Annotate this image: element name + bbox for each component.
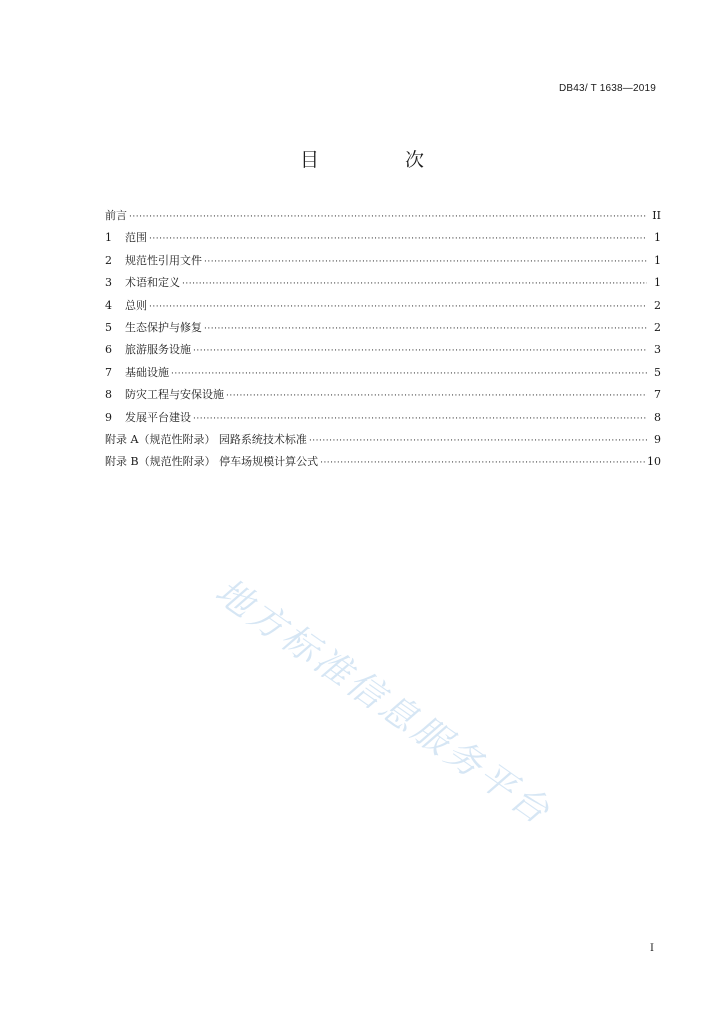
toc-entry-number: 8 xyxy=(105,388,112,402)
toc-leader-dots xyxy=(204,251,647,273)
toc-entry-title: 前言 xyxy=(105,209,127,222)
toc-leader-dots xyxy=(320,452,645,474)
toc-entry-appendix-b[interactable] xyxy=(105,451,661,473)
toc-entry-title: 附录 A（规范性附录） 园路系统技术标准 xyxy=(105,432,307,446)
toc-leader-dots xyxy=(182,273,647,295)
toc-entry-number: 9 xyxy=(105,410,112,424)
toc-entry-scope[interactable] xyxy=(105,227,661,249)
toc-entry-normative-references[interactable] xyxy=(105,250,661,272)
toc-entry-infrastructure[interactable] xyxy=(105,362,661,384)
toc-entry-title: 总则 xyxy=(125,298,147,312)
toc-entry-number: 2 xyxy=(105,253,112,267)
toc-leader-dots xyxy=(149,296,647,318)
toc-entry-title: 术语和定义 xyxy=(125,276,180,290)
toc-entry-title: 旅游服务设施 xyxy=(125,343,191,357)
toc-entry-page: 2 xyxy=(654,298,661,312)
toc-entry-page: 9 xyxy=(654,432,661,446)
toc-entry-title: 发展平台建设 xyxy=(125,410,191,424)
table-of-contents xyxy=(105,205,661,474)
toc-leader-dots xyxy=(193,408,647,430)
toc-entry-page: 1 xyxy=(654,276,661,290)
toc-entry-general[interactable] xyxy=(105,295,661,317)
toc-entry-title: 附录 B（规范性附录） 停车场规模计算公式 xyxy=(105,455,319,469)
toc-leader-dots xyxy=(129,206,647,228)
toc-entry-number: 7 xyxy=(105,365,112,379)
page-number: I xyxy=(650,943,654,954)
toc-entry-disaster-prevention[interactable] xyxy=(105,384,661,406)
toc-entry-tourism-facilities[interactable] xyxy=(105,339,661,361)
toc-entry-page: 1 xyxy=(654,231,661,245)
toc-entry-terms-definitions[interactable] xyxy=(105,272,661,294)
toc-entry-page: 3 xyxy=(654,343,661,357)
toc-leader-dots xyxy=(171,363,647,385)
toc-entry-number: 6 xyxy=(105,343,112,357)
toc-entry-appendix-a[interactable] xyxy=(105,429,661,451)
document-code: DB43/ T 1638—2019 xyxy=(559,83,656,94)
toc-entry-page: 1 xyxy=(654,253,661,267)
toc-entry-page: II xyxy=(652,209,661,222)
toc-entry-title: 生态保护与修复 xyxy=(125,320,202,334)
toc-entry-number: 3 xyxy=(105,276,112,290)
toc-entry-number: 4 xyxy=(105,298,112,312)
toc-leader-dots xyxy=(204,318,647,340)
toc-leader-dots xyxy=(193,340,647,362)
toc-entry-page: 8 xyxy=(654,410,661,424)
toc-leader-dots xyxy=(226,385,647,407)
toc-entry-title: 基础设施 xyxy=(125,365,169,379)
toc-entry-number: 1 xyxy=(105,231,112,245)
toc-entry-title: 范围 xyxy=(125,231,147,245)
toc-entry-page: 5 xyxy=(654,365,661,379)
toc-entry-number: 5 xyxy=(105,320,112,334)
toc-entry-title: 防灾工程与安保设施 xyxy=(125,388,224,402)
toc-entry-foreword[interactable] xyxy=(105,205,661,227)
toc-leader-dots xyxy=(149,228,647,250)
toc-entry-page: 10 xyxy=(647,455,661,469)
page-title: 目 次 xyxy=(299,149,465,171)
toc-leader-dots xyxy=(309,430,647,452)
toc-entry-development-platform[interactable] xyxy=(105,407,661,429)
watermark: 地方标准信息服务平台 xyxy=(207,570,559,834)
toc-entry-ecological-protection[interactable] xyxy=(105,317,661,339)
toc-entry-title: 规范性引用文件 xyxy=(125,253,202,267)
toc-entry-page: 7 xyxy=(654,388,661,402)
toc-entry-page: 2 xyxy=(654,320,661,334)
